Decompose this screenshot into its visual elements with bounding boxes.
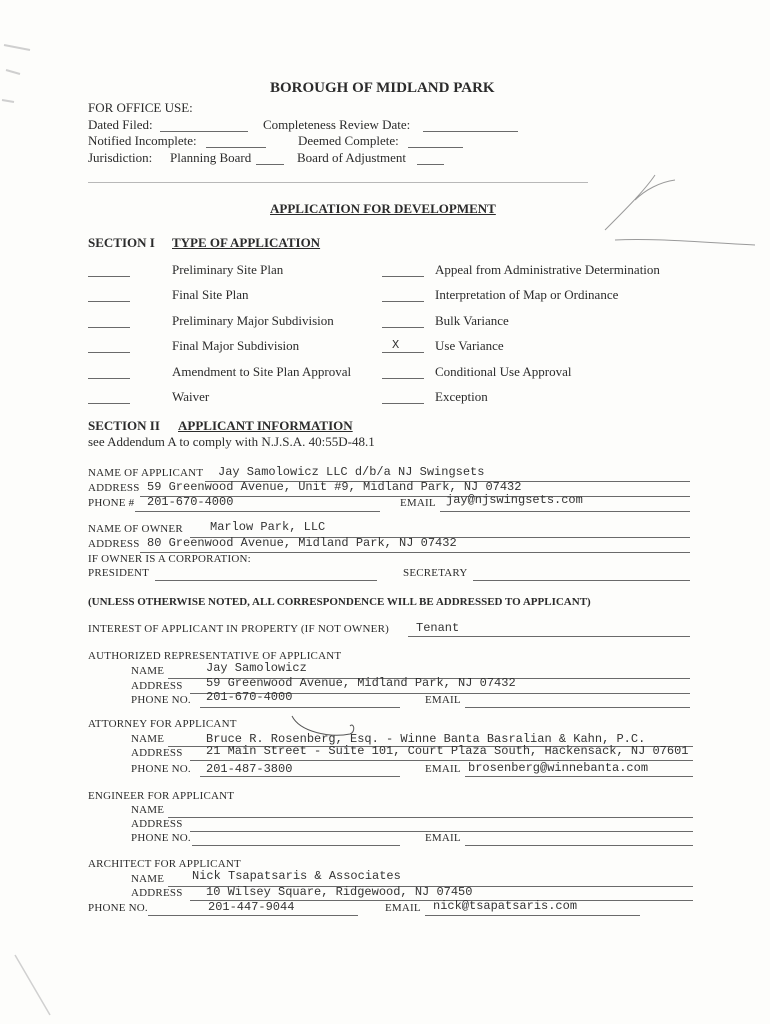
interest-line: [408, 636, 690, 637]
interest-label: INTEREST OF APPLICANT IN PROPERTY (IF NOT OWNER): [88, 623, 389, 635]
option-label: Exception: [435, 389, 488, 404]
checkbox-waiver[interactable]: [88, 403, 130, 404]
deemed-label: Deemed Complete:: [298, 133, 399, 148]
architect-email-label: EMAIL: [385, 902, 421, 914]
attorney-name-label: NAME: [131, 733, 165, 745]
owner-corp-label: IF OWNER IS A CORPORATION:: [88, 553, 251, 565]
engineer-name-label: NAME: [131, 804, 165, 816]
owner-name-value[interactable]: Marlow Park, LLC: [210, 520, 326, 534]
section2-title: APPLICANT INFORMATION: [178, 418, 353, 433]
engineer-header: ENGINEER FOR APPLICANT: [88, 790, 235, 802]
architect-name-label: NAME: [131, 873, 165, 885]
scan-artifact: [0, 30, 40, 150]
engineer-phone-field[interactable]: [192, 845, 400, 846]
addendum-note: see Addendum A to comply with N.J.S.A. 40:55D-48.1: [88, 434, 375, 449]
rep-phone-value[interactable]: 201-670-4000: [206, 690, 293, 704]
architect-phone-line: [148, 915, 358, 916]
owner-address-label: ADDRESS: [88, 538, 140, 550]
option-label: Final Site Plan: [172, 287, 249, 302]
applicant-phone-line: [135, 511, 380, 512]
completeness-field[interactable]: [423, 131, 518, 132]
applicant-email-label: EMAIL: [400, 497, 436, 509]
attorney-name-value[interactable]: Bruce R. Rosenberg, Esq. - Winne Banta Basralian & Kahn, P.C.: [206, 732, 646, 746]
option-label: Use Variance: [435, 338, 504, 353]
checkbox-interpretation[interactable]: [382, 301, 424, 302]
rep-address-value[interactable]: 59 Greenwood Avenue, Midland Park, NJ 07432: [206, 676, 516, 690]
representative-header: AUTHORIZED REPRESENTATIVE OF APPLICANT: [88, 650, 342, 662]
attorney-address-value[interactable]: 21 Main Street - Suite 101, Court Plaza South, Hackensack, NJ 07601: [206, 744, 689, 758]
interest-value[interactable]: Tenant: [416, 621, 460, 635]
engineer-phone-label: PHONE NO.: [131, 832, 191, 844]
architect-phone-value[interactable]: 201-447-9044: [208, 900, 295, 914]
secretary-label: SECRETARY: [403, 567, 468, 579]
deemed-field[interactable]: [408, 147, 463, 148]
architect-email-line: [425, 915, 640, 916]
applicant-phone-label: PHONE #: [88, 497, 135, 509]
applicant-name-label: NAME OF APPLICANT: [88, 467, 204, 479]
checkbox-preliminary-major-subdivision[interactable]: [88, 327, 130, 328]
notified-field[interactable]: [206, 147, 266, 148]
scan-artifact: [10, 950, 70, 1020]
attorney-header: ATTORNEY FOR APPLICANT: [88, 718, 237, 730]
architect-name-value[interactable]: Nick Tsapatsaris & Associates: [192, 869, 401, 883]
engineer-address-label: ADDRESS: [131, 818, 183, 830]
dated-filed-label: Dated Filed:: [88, 117, 153, 132]
architect-phone-label: PHONE NO.: [88, 902, 148, 914]
engineer-email-field[interactable]: [465, 845, 693, 846]
use-variance-mark: X: [392, 338, 400, 352]
attorney-email-value[interactable]: brosenberg@winnebanta.com: [468, 761, 649, 775]
section2-label: SECTION II: [88, 418, 160, 433]
jurisdiction-label: Jurisdiction:: [88, 150, 153, 165]
board-adjustment-field[interactable]: [417, 164, 444, 165]
engineer-name-field[interactable]: [168, 817, 693, 818]
architect-email-value[interactable]: nick@tsapatsaris.com: [433, 899, 578, 913]
option-label: Interpretation of Map or Ordinance: [435, 287, 619, 302]
applicant-phone-value[interactable]: 201-670-4000: [147, 495, 234, 509]
handwritten-mark: [585, 160, 765, 250]
rep-name-label: NAME: [131, 665, 165, 677]
page-title: BOROUGH OF MIDLAND PARK: [270, 80, 495, 96]
checkbox-preliminary-site-plan[interactable]: [88, 276, 130, 277]
checkbox-conditional-use[interactable]: [382, 378, 424, 379]
attorney-phone-value[interactable]: 201-487-3800: [206, 762, 293, 776]
completeness-label: Completeness Review Date:: [263, 117, 411, 132]
owner-address-value[interactable]: 80 Greenwood Avenue, Midland Park, NJ 07432: [147, 536, 457, 550]
correspondence-note: (UNLESS OTHERWISE NOTED, ALL CORRESPONDENCE WILL BE ADDRESSED TO APPLICANT): [88, 596, 591, 608]
option-label: Preliminary Major Subdivision: [172, 313, 334, 328]
attorney-email-label: EMAIL: [425, 763, 461, 775]
applicant-address-label: ADDRESS: [88, 482, 140, 494]
rep-name-value[interactable]: Jay Samolowicz: [206, 661, 307, 675]
rep-email-field[interactable]: [465, 707, 690, 708]
applicant-email-value[interactable]: jay@njswingsets.com: [446, 493, 583, 507]
section1-title: TYPE OF APPLICATION: [172, 235, 321, 250]
checkbox-exception[interactable]: [382, 403, 424, 404]
attorney-phone-label: PHONE NO.: [131, 763, 191, 775]
planning-board-field[interactable]: [256, 164, 284, 165]
checkbox-bulk-variance[interactable]: [382, 327, 424, 328]
architect-address-value[interactable]: 10 Wilsey Square, Ridgewood, NJ 07450: [206, 885, 473, 899]
form-title: APPLICATION FOR DEVELOPMENT: [270, 201, 496, 216]
owner-name-label: NAME OF OWNER: [88, 523, 183, 535]
divider: [88, 182, 588, 183]
option-label: Bulk Variance: [435, 313, 509, 328]
rep-email-label: EMAIL: [425, 694, 461, 706]
attorney-email-line: [465, 776, 693, 777]
option-label: Preliminary Site Plan: [172, 262, 284, 277]
dated-filed-field[interactable]: [160, 131, 248, 132]
planning-board-label: Planning Board: [170, 150, 252, 165]
rep-phone-line: [200, 707, 400, 708]
rep-address-label: ADDRESS: [131, 680, 183, 692]
applicant-email-line: [440, 511, 690, 512]
option-label: Appeal from Administrative Determination: [435, 262, 660, 277]
applicant-name-value[interactable]: Jay Samolowicz LLC d/b/a NJ Swingsets: [218, 465, 485, 479]
secretary-field[interactable]: [473, 580, 690, 581]
section1-label: SECTION I: [88, 235, 155, 250]
architect-header: ARCHITECT FOR APPLICANT: [88, 858, 241, 870]
option-label: Conditional Use Approval: [435, 364, 572, 379]
checkbox-use-variance[interactable]: [382, 352, 424, 353]
option-label: Final Major Subdivision: [172, 338, 300, 353]
engineer-email-label: EMAIL: [425, 832, 461, 844]
option-label: Waiver: [172, 389, 210, 404]
office-use-header: FOR OFFICE USE:: [88, 100, 193, 115]
president-label: PRESIDENT: [88, 567, 150, 579]
attorney-address-label: ADDRESS: [131, 747, 183, 759]
president-field[interactable]: [155, 580, 377, 581]
option-label: Amendment to Site Plan Approval: [172, 364, 352, 379]
rep-phone-label: PHONE NO.: [131, 694, 191, 706]
architect-address-label: ADDRESS: [131, 887, 183, 899]
checkbox-amendment-site-plan[interactable]: [88, 378, 130, 379]
attorney-phone-line: [200, 776, 400, 777]
checkbox-appeal[interactable]: [382, 276, 424, 277]
board-adjustment-label: Board of Adjustment: [297, 150, 407, 165]
checkbox-final-site-plan[interactable]: [88, 301, 130, 302]
applicant-address-value[interactable]: 59 Greenwood Avenue, Unit #9, Midland Park, NJ 07432: [147, 480, 522, 494]
notified-label: Notified Incomplete:: [88, 133, 197, 148]
checkbox-final-major-subdivision[interactable]: [88, 352, 130, 353]
